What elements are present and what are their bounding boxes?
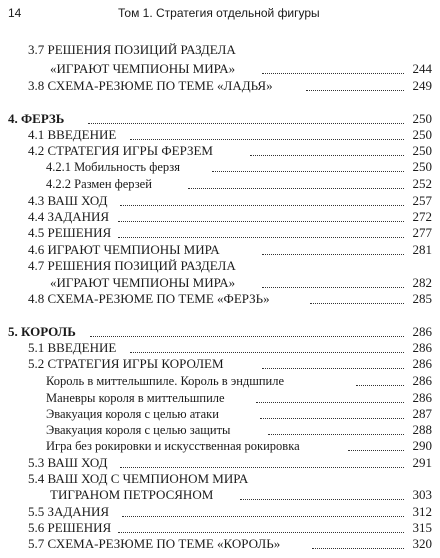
toc-page-number: 250 <box>412 159 432 174</box>
dot-leader <box>122 516 404 517</box>
toc-entry-text: 5.1 ВВЕДЕНИЕ <box>28 340 117 355</box>
toc-entry-text: 5.7 СХЕМА-РЕЗЮМЕ ПО ТЕМЕ «КОРОЛЬ» <box>28 536 281 551</box>
toc-entry-text: 3.8 СХЕМА-РЕЗЮМЕ ПО ТЕМЕ «ЛАДЬЯ» <box>28 78 273 93</box>
toc-page-number: 272 <box>412 209 432 224</box>
toc-entry <box>0 536 440 554</box>
toc-entry-text: Эвакуация короля с целью защиты <box>46 423 231 437</box>
dot-leader <box>262 368 404 369</box>
dot-leader <box>356 385 404 386</box>
toc-entry-text: 5.4 ВАШ ХОД С ЧЕМПИОНОМ МИРА <box>28 471 249 486</box>
toc-entry <box>0 42 440 60</box>
toc-entry <box>0 225 440 243</box>
toc-page-number: 286 <box>412 356 432 371</box>
toc-page-number: 250 <box>412 111 432 126</box>
toc-page-number: 281 <box>412 242 432 257</box>
toc-page-number: 277 <box>412 225 432 240</box>
toc-entry-text: 4.2 СТРАТЕГИЯ ИГРЫ ФЕРЗЕМ <box>28 143 213 158</box>
toc-entry-text: 4.7 РЕШЕНИЯ ПОЗИЦИЙ РАЗДЕЛА <box>28 258 236 273</box>
toc-page-number: 249 <box>412 78 432 93</box>
toc-page-number: 320 <box>412 536 432 551</box>
dot-leader <box>118 532 404 533</box>
toc-entry-text: 4.4 ЗАДАНИЯ <box>28 209 110 224</box>
toc-page-number: 250 <box>412 143 432 158</box>
dot-leader <box>120 467 404 468</box>
toc-entry-text: 4.6 ИГРАЮТ ЧЕМПИОНЫ МИРА <box>28 242 220 257</box>
dot-leader <box>256 402 404 403</box>
dot-leader <box>260 418 404 419</box>
toc-page-number: 315 <box>412 520 432 535</box>
dot-leader <box>312 548 404 549</box>
toc-page-number: 286 <box>412 390 432 405</box>
toc-page-number: 286 <box>412 324 432 339</box>
dot-leader <box>262 73 404 74</box>
toc-entry <box>0 487 440 505</box>
toc-entry-text: 5.2 СТРАТЕГИЯ ИГРЫ КОРОЛЕМ <box>28 356 224 371</box>
toc-subentry <box>0 373 440 391</box>
dot-leader <box>188 188 404 189</box>
toc-page-number: 282 <box>412 275 432 290</box>
toc-entry-text: 5.3 ВАШ ХОД <box>28 455 108 470</box>
toc-subentry <box>0 159 440 177</box>
toc-page-number: 252 <box>412 176 432 191</box>
toc-page-number: 312 <box>412 504 432 519</box>
dot-leader <box>118 237 404 238</box>
toc-entry-text: Игра без рокировки и искусственная рокировка <box>46 439 300 453</box>
toc-page-number: 286 <box>412 340 432 355</box>
dot-leader <box>130 139 404 140</box>
toc-page-number: 303 <box>412 487 432 502</box>
toc-entry-text: 4.2.2 Размен ферзей <box>46 177 152 191</box>
toc-entry-text: 4.2.1 Мобильность ферзя <box>46 160 180 174</box>
toc-page-number: 291 <box>412 455 432 470</box>
toc-page-number: 250 <box>412 127 432 142</box>
dot-leader <box>130 352 404 353</box>
toc-entry <box>0 291 440 309</box>
toc-page-number: 257 <box>412 193 432 208</box>
dot-leader <box>348 450 404 451</box>
toc-entry-text: 4.5 РЕШЕНИЯ <box>28 225 112 240</box>
toc-entry-text: «ИГРАЮТ ЧЕМПИОНЫ МИРА» <box>50 275 236 290</box>
toc-page-number: 290 <box>412 438 432 453</box>
dot-leader <box>250 155 404 156</box>
header-page-number: 14 <box>8 6 22 20</box>
dot-leader <box>240 499 404 500</box>
toc-entry-text: 5.6 РЕШЕНИЯ <box>28 520 112 535</box>
toc-subentry <box>0 176 440 194</box>
toc-entry <box>0 61 440 79</box>
dot-leader <box>88 123 404 124</box>
toc-entry-text: 4.8 СХЕМА-РЕЗЮМЕ ПО ТЕМЕ «ФЕРЗЬ» <box>28 291 270 306</box>
dot-leader <box>310 303 404 304</box>
toc-page-number: 286 <box>412 373 432 388</box>
toc-entry <box>0 258 440 276</box>
toc-entry <box>0 356 440 374</box>
toc-entry-text: 5. КОРОЛЬ <box>8 324 76 339</box>
toc-entry-text: «ИГРАЮТ ЧЕМПИОНЫ МИРА» <box>50 61 236 76</box>
toc-entry-text: 4.3 ВАШ ХОД <box>28 193 108 208</box>
toc-entry-text: 4.1 ВВЕДЕНИЕ <box>28 127 117 142</box>
toc-entry-text: 5.5 ЗАДАНИЯ <box>28 504 110 519</box>
toc-entry-text: 3.7 РЕШЕНИЯ ПОЗИЦИЙ РАЗДЕЛА <box>28 42 236 57</box>
dot-leader <box>268 434 404 435</box>
dot-leader <box>120 205 404 206</box>
toc-entry <box>0 78 440 96</box>
toc-page-number: 285 <box>412 291 432 306</box>
toc-subentry <box>0 438 440 456</box>
header-running-title: Том 1. Стратегия отдельной фигуры <box>118 6 320 20</box>
dot-leader <box>306 90 404 91</box>
toc-entry-text: 4. ФЕРЗЬ <box>8 111 65 126</box>
toc-entry-text: Маневры короля в миттельшпиле <box>46 391 225 405</box>
toc-page-number: 288 <box>412 422 432 437</box>
dot-leader <box>262 254 404 255</box>
toc-page-number: 287 <box>412 406 432 421</box>
toc-entry-text: Король в миттельшпиле. Король в эндшпиле <box>46 374 285 388</box>
dot-leader <box>262 287 404 288</box>
toc-entry-text: Эвакуация короля с целью атаки <box>46 407 219 421</box>
dot-leader <box>90 336 404 337</box>
dot-leader <box>212 171 404 172</box>
dot-leader <box>118 221 404 222</box>
toc-entry-text: ТИГРАНОМ ПЕТРОСЯНОМ <box>50 487 214 502</box>
toc-page-number: 244 <box>412 61 432 76</box>
